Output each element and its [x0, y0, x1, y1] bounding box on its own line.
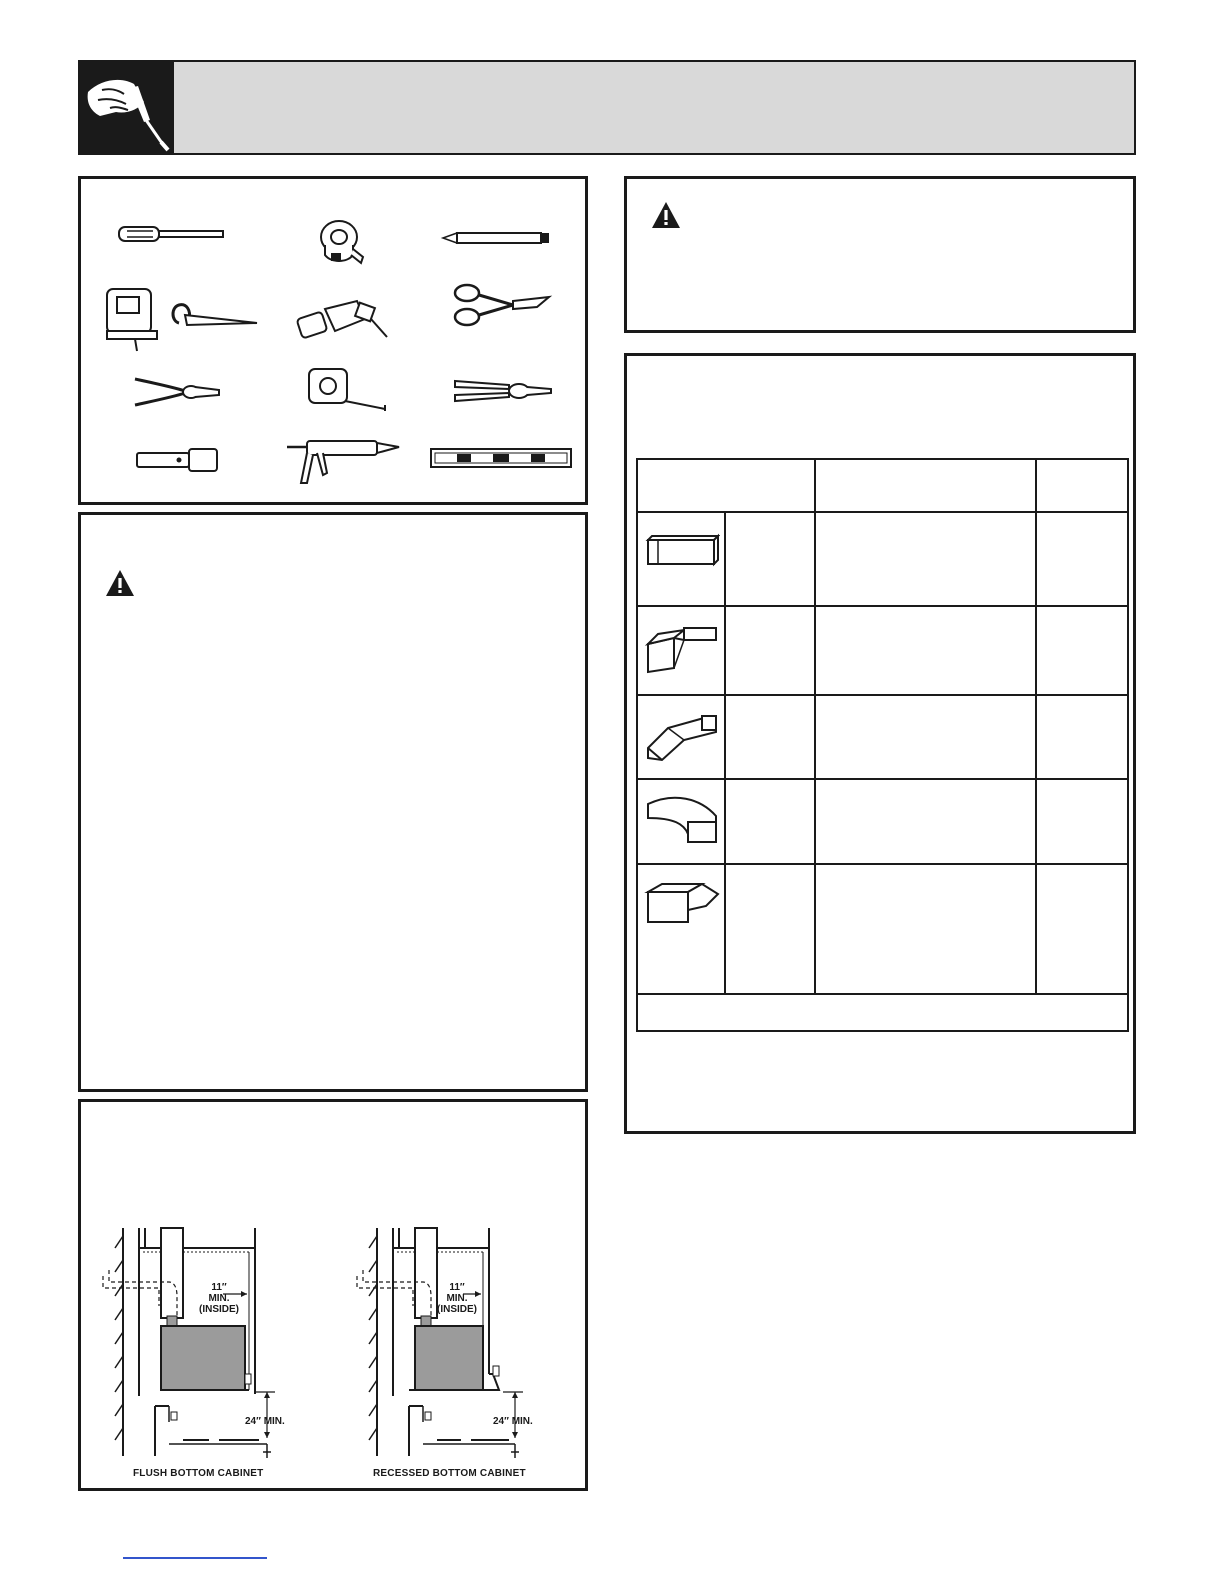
page-header-bar	[78, 60, 1136, 155]
tape-measure-icon	[307, 367, 389, 413]
caution-panel	[624, 176, 1136, 333]
flush-bottom-cabinet-caption: FLUSH BOTTOM CABINET	[133, 1468, 264, 1479]
caulking-gun-icon	[283, 431, 403, 487]
footer-link-underline[interactable]	[123, 1557, 267, 1559]
clearance-panel	[78, 1099, 588, 1491]
keyhole-saw-icon	[169, 301, 261, 333]
screwdriver-icon	[117, 223, 227, 245]
recessed-bottom-cabinet-diagram	[353, 1226, 553, 1479]
flat-elbow-duct-icon	[644, 794, 720, 851]
elbow-90-duct-icon	[644, 712, 720, 769]
tools-needed-panel	[78, 176, 588, 505]
inside-clearance-label: 11″ MIN. (INSIDE)	[199, 1282, 239, 1315]
warning-triangle-icon	[651, 201, 681, 234]
warning-triangle-icon	[105, 569, 135, 602]
inside-clearance-label: 11″ MIN. (INSIDE)	[437, 1282, 477, 1315]
wall-cap-icon	[644, 880, 720, 933]
drill-icon	[295, 291, 391, 347]
height-clearance-label: 24″ MIN.	[493, 1416, 533, 1427]
duct-pieces-table	[636, 458, 1129, 1032]
flashlight-icon	[135, 447, 221, 473]
level-icon	[429, 447, 573, 469]
height-clearance-label: 24″ MIN.	[245, 1416, 285, 1427]
duct-pieces-panel	[624, 353, 1136, 1134]
pencil-icon	[441, 231, 553, 245]
duct-tape-icon	[317, 213, 367, 269]
hand-screwdriver-icon	[80, 62, 174, 153]
transition-duct-icon	[644, 624, 720, 679]
recessed-bottom-cabinet-caption: RECESSED BOTTOM CABINET	[373, 1468, 526, 1479]
saber-saw-icon	[103, 287, 159, 353]
warning-panel	[78, 512, 588, 1092]
straight-duct-icon	[644, 532, 720, 573]
tin-snips-icon	[453, 281, 553, 327]
wire-stripper-icon	[453, 377, 555, 405]
flush-bottom-cabinet-diagram	[99, 1226, 299, 1479]
pliers-icon	[133, 375, 221, 409]
